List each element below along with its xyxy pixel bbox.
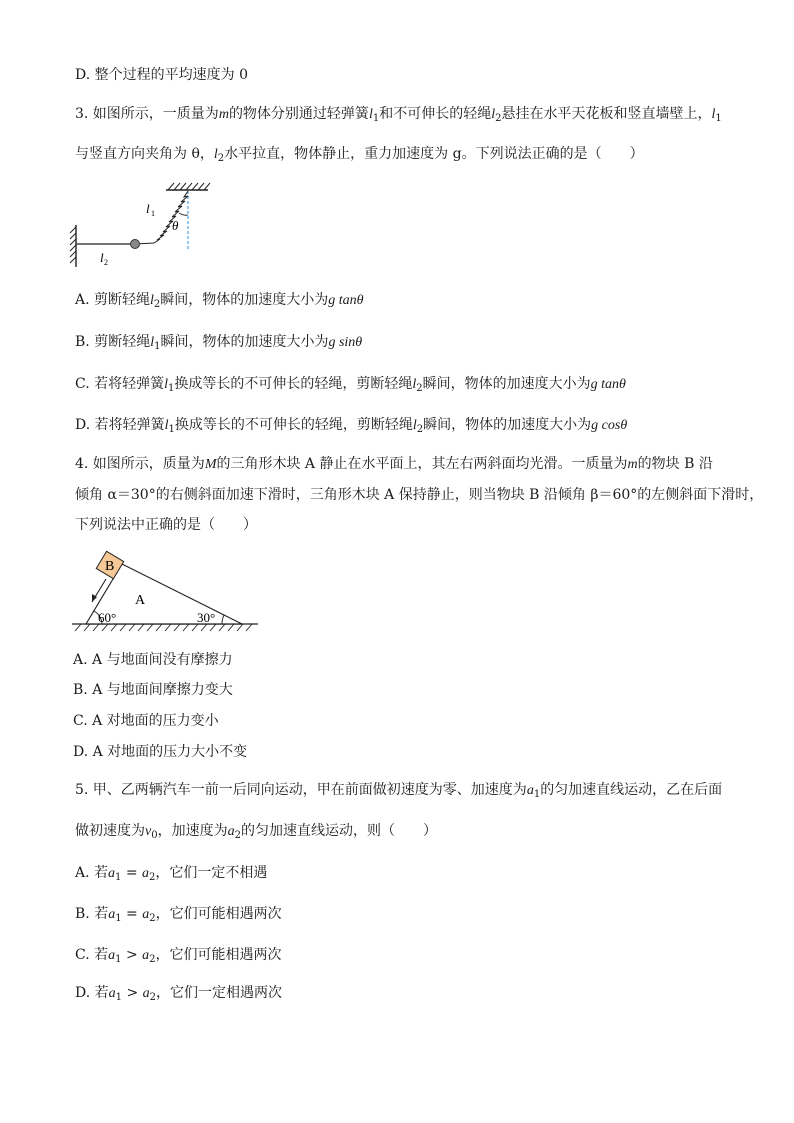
- q5-stem-line1: 5. 甲、乙两辆汽车一前一后同向运动，甲在前面做初速度为零、加速度为$a_1$的匀加速直线运动，乙在后面: [75, 782, 723, 800]
- q4-stem-line3: 下列说法中正确的是（ ）: [75, 517, 257, 533]
- q4-option-d: D. A 对地面的压力大小不变: [73, 744, 248, 760]
- q4-wedge-figure: [72, 548, 262, 634]
- left-angle-label: 60°: [98, 610, 117, 625]
- q5-stem-line2: 做初速度为$v_0$，加速度为$a_2$的匀加速直线运动，则（ ）: [75, 823, 437, 841]
- wedge-a-label: A: [135, 593, 146, 608]
- rope-label-sub: 2: [104, 258, 108, 267]
- rope-label: l: [100, 250, 104, 265]
- q5-option-a: A. 若$a_1 = a_2$，它们一定不相遇: [75, 865, 268, 883]
- block-b-label: B: [105, 559, 115, 574]
- q4-option-b: B. A 与地面间摩擦力变大: [73, 682, 233, 698]
- q3-stem-line2: 与竖直方向夹角为 θ，$l_2$水平拉直，物体静止，重力加速度为 g。下列说法正确的是（ ）: [75, 146, 644, 164]
- q3-option-a: A. 剪断轻绳$l_2$瞬间，物体的加速度大小为g tanθ: [75, 292, 364, 310]
- q5-option-d: D. 若$a_1 > a_2$，它们一定相遇两次: [75, 985, 283, 1003]
- q4-option-c: C. A 对地面的压力变小: [73, 713, 219, 729]
- q3-spring-rope-figure: [68, 183, 218, 273]
- spring-label-sub: 1: [151, 209, 155, 218]
- spring-label: l: [146, 201, 150, 216]
- angle-label: θ: [172, 218, 179, 233]
- q3-stem-line1: 3. 如图所示，一质量为m的物体分别通过轻弹簧$l_1$和不可伸长的轻绳$l_2$悬挂在水平天花板和竖直墙壁上，$l_1$: [75, 106, 722, 124]
- q3-option-b: B. 剪断轻绳$l_1$瞬间，物体的加速度大小为g sinθ: [75, 334, 363, 352]
- right-angle-label: 30°: [197, 610, 216, 625]
- q3-option-d: D. 若将轻弹簧$l_1$换成等长的不可伸长的轻绳，剪断轻绳$l_2$瞬间，物体的加速度大小为g cosθ: [75, 417, 628, 435]
- q5-option-b: B. 若$a_1 = a_2$，它们可能相遇两次: [75, 906, 282, 924]
- q4-stem-line2: 倾角 α＝30°的右侧斜面加速下滑时，三角形木块 A 保持静止，则当物块 B 沿倾角 β＝60°的左侧斜面下滑时，: [75, 487, 764, 503]
- q4-stem-line1: 4. 如图所示，质量为M的三角形木块 A 静止在水平面上，其左右两斜面均光滑。一质量为m的物块 B 沿: [75, 456, 713, 472]
- q3-option-c: C. 若将轻弹簧$l_1$换成等长的不可伸长的轻绳，剪断轻绳$l_2$瞬间，物体的加速度大小为g tanθ: [75, 376, 626, 394]
- q2-option-d: D. 整个过程的平均速度为 0: [75, 67, 248, 83]
- q4-option-a: A. A 与地面间没有摩擦力: [73, 652, 233, 668]
- q5-option-c: C. 若$a_1 > a_2$，它们可能相遇两次: [75, 947, 282, 965]
